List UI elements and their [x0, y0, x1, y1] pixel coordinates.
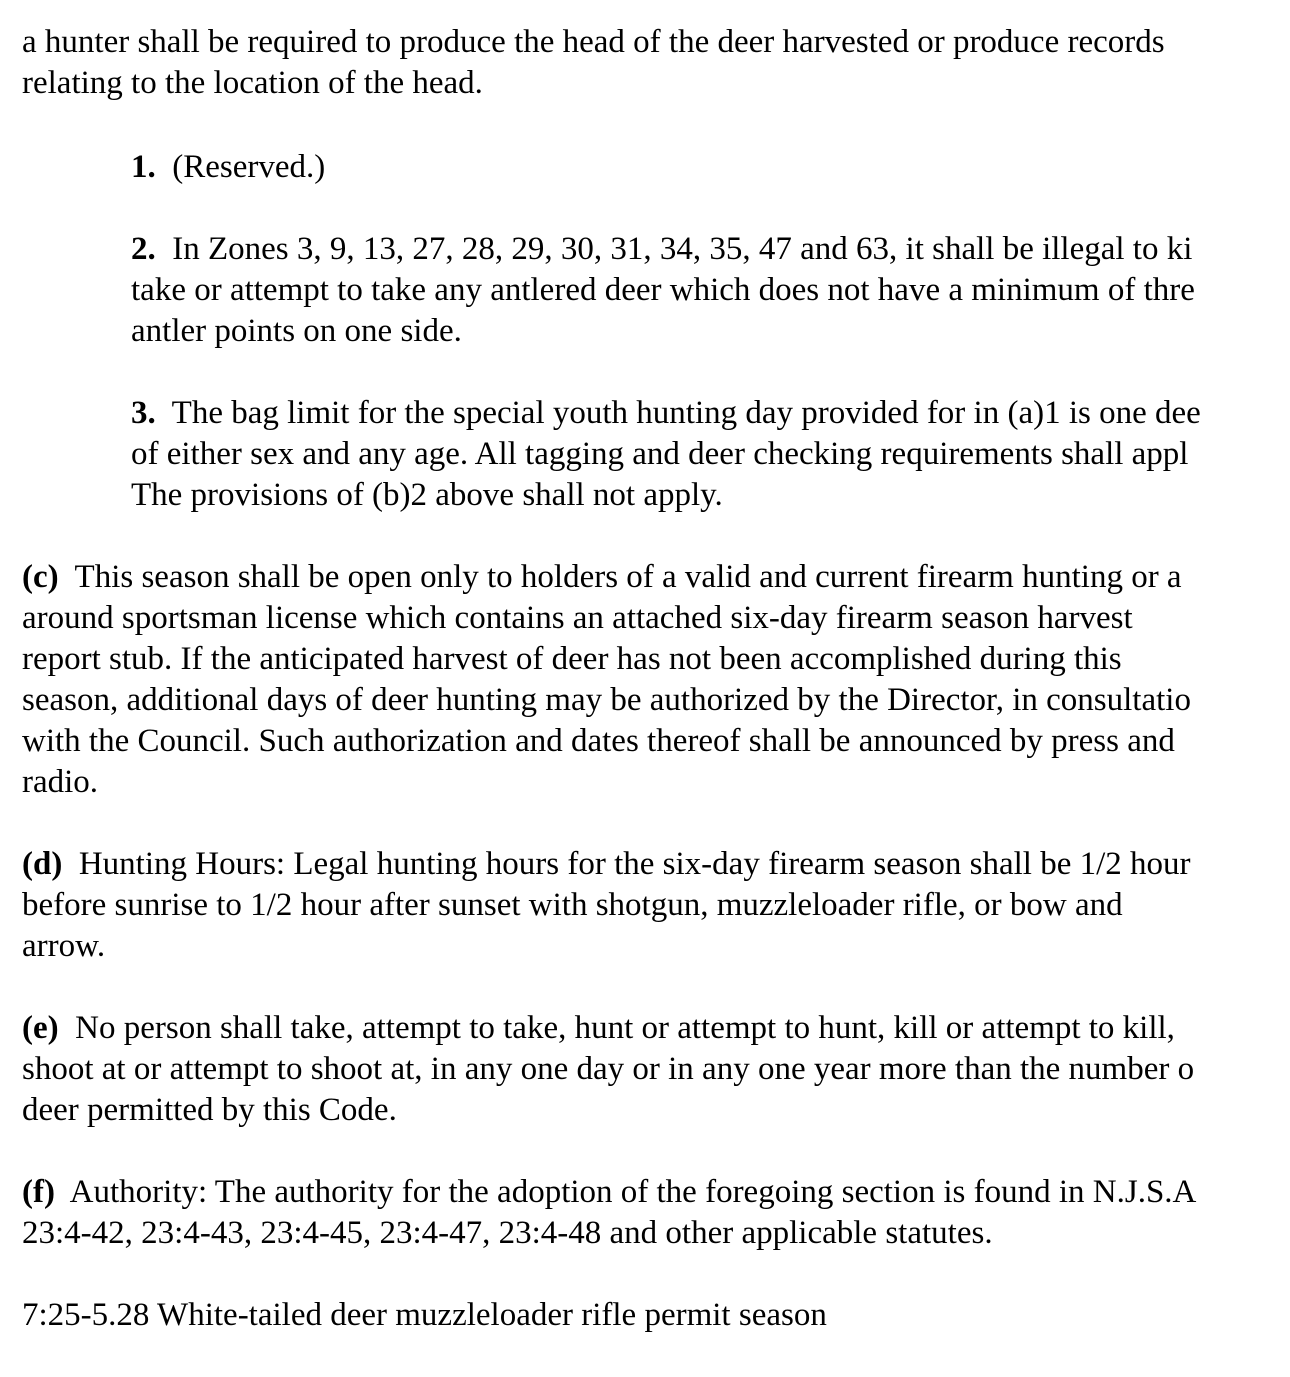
text-line: The provisions of (b)2 above shall not apply. — [131, 477, 723, 513]
item-1 — [22, 147, 1290, 188]
item-3 — [22, 393, 1290, 516]
section-text: Authority: The authority for the adoption of the foregoing section is found in N.J.S.A — [69, 1174, 1197, 1210]
text-line: 23:4-42, 23:4-43, 23:4-45, 23:4-47, 23:4-48 and other applicable statutes. — [22, 1215, 993, 1251]
section-e — [22, 1008, 1290, 1131]
text-line: before sunrise to 1/2 hour after sunset with shotgun, muzzleloader rifle, or bow and — [22, 887, 1123, 923]
section-text: This season shall be open only to holders of a valid and current firearm hunting or a — [74, 559, 1182, 595]
section-title: 7:25-5.28 White-tailed deer muzzleloader rifle permit season — [22, 1297, 827, 1333]
section-text: Hunting Hours: Legal hunting hours for the six-day firearm season shall be 1/2 hour — [78, 846, 1191, 882]
item-2 — [22, 229, 1290, 352]
section-heading — [22, 1295, 1290, 1336]
section-text: No person shall take, attempt to take, hunt or attempt to hunt, kill or attempt to kill, — [75, 1010, 1175, 1046]
text-line: report stub. If the anticipated harvest of deer has not been accomplished during this — [22, 641, 1122, 677]
text-line: shoot at or attempt to shoot at, in any one day or in any one year more than the number o — [22, 1051, 1195, 1087]
section-marker: (d) — [22, 846, 63, 882]
text-line — [22, 557, 1290, 598]
text-line — [22, 1008, 1290, 1049]
text-line — [22, 844, 1290, 885]
item-marker: 3. — [131, 395, 156, 431]
text-line: with the Council. Such authorization and dates thereof shall be announced by press and — [22, 723, 1175, 759]
text-line: deer permitted by this Code. — [22, 1092, 397, 1128]
section-d — [22, 844, 1290, 967]
item-text: (Reserved.) — [172, 149, 326, 185]
text-line: take or attempt to take any antlered deer which does not have a minimum of thre — [131, 272, 1195, 308]
text-line: a hunter shall be required to produce the head of the deer harvested or produce records — [22, 24, 1165, 60]
section-marker: (f) — [22, 1174, 55, 1210]
text-line: antler points on one side. — [131, 313, 462, 349]
document-page — [22, 22, 1290, 1336]
section-c — [22, 557, 1290, 803]
section-f — [22, 1172, 1290, 1254]
item-text: In Zones 3, 9, 13, 27, 28, 29, 30, 31, 34, 35, 47 and 63, it shall be illegal to ki — [172, 231, 1193, 267]
section-marker: (e) — [22, 1010, 59, 1046]
text-line: radio. — [22, 764, 99, 800]
text-line — [131, 147, 1290, 188]
item-marker: 2. — [131, 231, 156, 267]
item-text: The bag limit for the special youth hunting day provided for in (a)1 is one dee — [171, 395, 1201, 431]
text-line: season, additional days of deer hunting may be authorized by the Director, in consultatio — [22, 682, 1191, 718]
text-line — [131, 229, 1290, 270]
text-line: arrow. — [22, 928, 106, 964]
text-line: around sportsman license which contains an attached six-day firearm season harvest — [22, 600, 1133, 636]
intro-paragraph — [22, 22, 1290, 104]
section-marker: (c) — [22, 559, 59, 595]
text-line: of either sex and any age. All tagging and deer checking requirements shall appl — [131, 436, 1189, 472]
text-line — [22, 1172, 1290, 1213]
text-line — [131, 393, 1290, 434]
item-marker: 1. — [131, 149, 156, 185]
text-line: relating to the location of the head. — [22, 65, 483, 101]
